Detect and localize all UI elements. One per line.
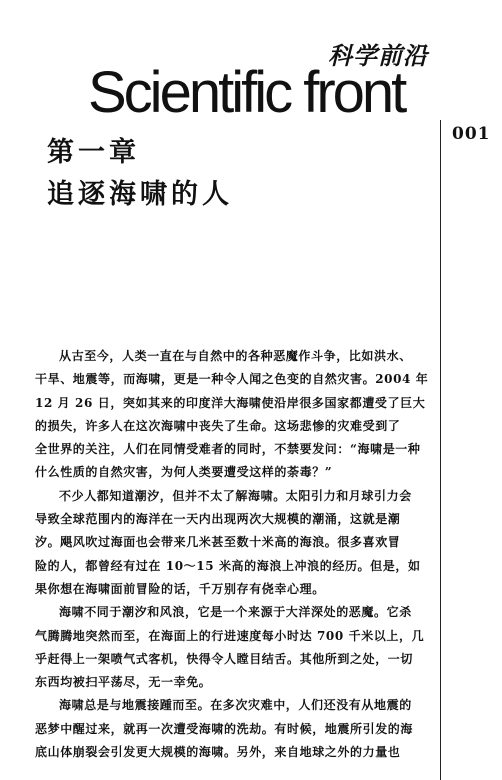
body-line: 全世界的关注，人们在同情受难者的同时，不禁要发问：“海啸是一种 xyxy=(35,442,421,457)
chapter-title: 追逐海啸的人 xyxy=(47,179,233,210)
header-title-cn: 科学前沿 xyxy=(328,42,428,70)
body-line: 果你想在海啸面前冒险的话，千万别存有侥幸心理。 xyxy=(35,581,325,596)
body-line: 12 月 26 日，突如其来的印度洋大海啸使沿岸很多国家都遭受了巨大 xyxy=(35,395,426,410)
margin-rule xyxy=(440,120,441,780)
body-line: 乎赶得上一架喷气式客机，快得令人瞠目结舌。其他所到之处，一切 xyxy=(35,651,414,666)
body-line: 底山体崩裂会引发更大规模的海啸。另外，来自地球之外的力量也 xyxy=(35,745,401,760)
chapter-number: 第一章 xyxy=(47,137,140,168)
header-title-en: Scientific front xyxy=(88,60,405,125)
page-number: 001 xyxy=(452,124,491,144)
body-line: 东西均被扫平荡尽，无一幸免。 xyxy=(35,675,212,690)
body-line: 海啸总是与地震接踵而至。在多次灾难中，人们还没有从地震的 xyxy=(59,698,412,713)
body-line: 恶梦中醒过来，就再一次遭受海啸的洗劫。有时候，地震所引发的海 xyxy=(35,721,414,736)
body-line: 海啸不同于潮汐和风浪，它是一个来源于大洋深处的恶魔。它杀 xyxy=(59,605,412,620)
body-line: 的损失，许多人在这次海啸中丧失了生命。这场悲惨的灾难受到了 xyxy=(35,418,401,433)
body-line: 从古至今，人类一直在与自然中的各种恶魔作斗争，比如洪水、 xyxy=(59,349,412,363)
body-line: 干旱、地震等，而海啸，更是一种令人闻之色变的自然灾害。2004 年 xyxy=(35,372,429,387)
body-line: 汐。飓风吹过海面也会带来几米甚至数十米高的海浪。很多喜欢冒 xyxy=(35,535,401,550)
body-line: 什么性质的自然灾害，为何人类要遭受这样的荼毒？” xyxy=(35,465,333,480)
body-text xyxy=(35,345,440,764)
body-line: 导致全球范围内的海洋在一天内出现两次大规模的潮涌，这就是潮 xyxy=(35,512,401,527)
body-line: 不少人都知道潮汐，但并不太了解海啸。太阳引力和月球引力会 xyxy=(59,488,412,503)
body-line: 气腾腾地突然而至，在海面上的行进速度每小时达 700 千米以上，几 xyxy=(35,628,425,643)
body-line: 险的人，都曾经有过在 10～15 米高的海浪上冲浪的经历。但是，如 xyxy=(35,558,421,573)
